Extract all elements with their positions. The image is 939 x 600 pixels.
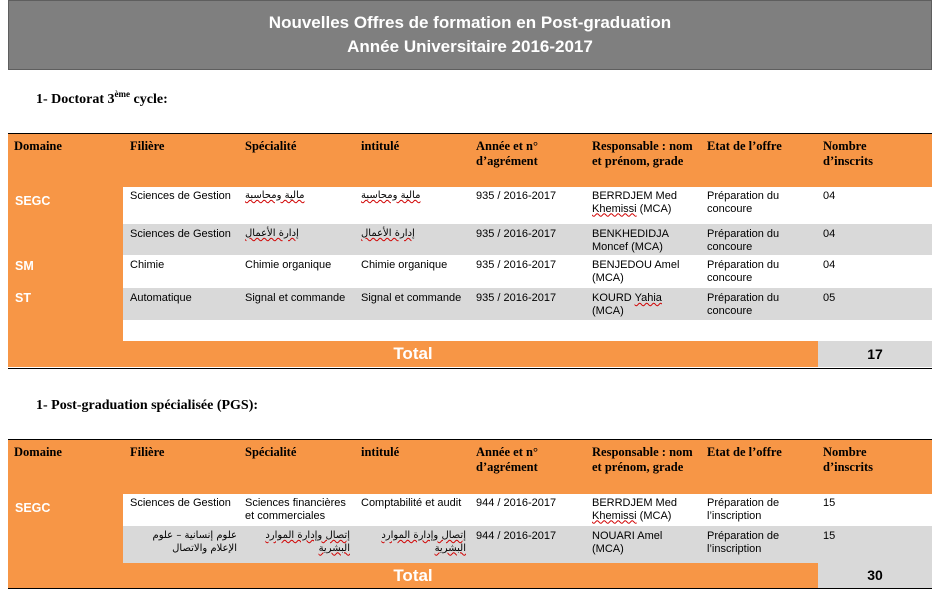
responsable-line2: (MCA) [592, 271, 624, 284]
cell-annee: 935 / 2016-2017 [476, 292, 557, 304]
cell-nombre: 04 [823, 259, 836, 271]
responsable-line1: BENKHEDIDJA [592, 228, 670, 240]
cell-intitule: إتصال وإدارة الموارد البشرية [381, 530, 466, 554]
cell-filiere: Chimie [130, 259, 165, 271]
cell-annee: 944 / 2016-2017 [476, 497, 557, 509]
cell-annee: 935 / 2016-2017 [476, 259, 557, 271]
domain-sm: SM [15, 259, 34, 273]
cell-nombre: 15 [823, 497, 836, 509]
table-row [123, 255, 932, 288]
responsable-line1: BERRDJEM Med [592, 497, 677, 509]
responsable-name-part: Khemissi [592, 509, 637, 522]
responsable-line2: (MCA) [592, 304, 624, 317]
total-label: Total [8, 341, 818, 367]
header-etat: Etat de l’offre [707, 445, 782, 459]
header-domaine: Domaine [14, 445, 62, 459]
header-intitule: intitulé [361, 139, 400, 153]
empty-row [123, 320, 932, 341]
section-doctorat-title-suffix: cycle: [130, 92, 168, 107]
table-header [8, 133, 932, 187]
responsable-line1-a: KOURD [592, 292, 635, 304]
cell-intitule: Signal et commande [361, 292, 462, 304]
cell-etat: Préparation du concoure [707, 292, 780, 317]
cell-responsable [592, 530, 662, 555]
cell-etat: Préparation du concoure [707, 259, 780, 284]
pgs-table [8, 439, 932, 589]
total-label: Total [8, 563, 818, 588]
section-doctorat-title-prefix: 1- Doctorat 3 [36, 92, 115, 107]
page-banner [8, 0, 932, 70]
cell-nombre: 15 [823, 530, 836, 542]
cell-filiere: Sciences de Gestion [130, 497, 231, 509]
doctorat-table [8, 133, 932, 369]
cell-nombre: 04 [823, 228, 836, 240]
cell-etat: Préparation de l’inscription [707, 530, 780, 555]
cell-specialite: إتصال وإدارة الموارد البشرية [265, 530, 350, 554]
total-value: 30 [818, 563, 932, 588]
cell-responsable [592, 292, 662, 317]
cell-responsable [592, 259, 679, 284]
cell-annee: 935 / 2016-2017 [476, 190, 557, 202]
responsable-line1: BENJEDOU Amel [592, 259, 680, 271]
responsable-line2: (MCA) [592, 542, 624, 555]
cell-specialite: Sciences financières et commerciales [245, 497, 346, 522]
cell-filiere: Automatique [130, 292, 192, 304]
cell-intitule: مالية ومحاسبة [361, 190, 421, 201]
table-row [123, 493, 932, 526]
cell-nombre: 05 [823, 292, 836, 304]
table-row [123, 224, 932, 255]
cell-etat: Préparation du concoure [707, 190, 780, 215]
cell-responsable [592, 190, 677, 215]
cell-intitule: Chimie organique [361, 259, 448, 271]
header-specialite: Spécialité [245, 139, 297, 153]
header-etat: Etat de l’offre [707, 139, 782, 153]
cell-intitule: Comptabilité et audit [361, 497, 462, 509]
cell-etat: Préparation de l’inscription [707, 497, 780, 522]
responsable-line1: BERRDJEM Med [592, 190, 677, 202]
domain-st: ST [15, 291, 31, 305]
header-domaine: Domaine [14, 139, 62, 153]
cell-filiere: علوم إنسانية – علوم الإعلام والاتصال [152, 530, 237, 554]
header-specialite: Spécialité [245, 445, 297, 459]
header-nombre: Nombre d’inscrits [823, 445, 873, 474]
cell-responsable [592, 497, 677, 522]
domain-segc: SEGC [15, 501, 51, 515]
responsable-line1-b: Yahia [634, 292, 662, 304]
banner-title: Nouvelles Offres de formation en Post-graduation [268, 13, 672, 32]
table-bottom-border [8, 368, 932, 369]
cell-annee: 944 / 2016-2017 [476, 530, 557, 542]
cell-specialite: إدارة الأعمال [245, 228, 299, 239]
header-responsable: Responsable : nom et prénom, grade [592, 139, 693, 168]
header-annee: Année et n° d’agrément [476, 445, 538, 474]
cell-nombre: 04 [823, 190, 836, 202]
header-nombre: Nombre d’inscrits [823, 139, 873, 168]
banner-subtitle: Année Universitaire 2016-2017 [347, 37, 593, 56]
cell-specialite: Signal et commande [245, 292, 346, 304]
cell-filiere: Sciences de Gestion [130, 190, 231, 202]
cell-responsable [592, 228, 669, 253]
header-filiere: Filière [130, 445, 165, 459]
domain-column [8, 493, 123, 563]
table-bottom-border [8, 588, 932, 589]
section-pgs-title: 1- Post-graduation spécialisée (PGS): [36, 398, 259, 413]
cell-filiere: Sciences de Gestion [130, 228, 231, 240]
table-row [123, 288, 932, 320]
table-header [8, 439, 932, 494]
domain-segc: SEGC [15, 194, 51, 208]
section-doctorat-title [36, 89, 168, 108]
responsable-line1: NOUARI Amel [592, 530, 663, 542]
responsable-name-part: Khemissi [592, 202, 637, 215]
section-doctorat-title-sup: ème [114, 89, 131, 99]
header-filiere: Filière [130, 139, 165, 153]
total-value: 17 [818, 341, 932, 367]
header-intitule: intitulé [361, 445, 400, 459]
cell-etat: Préparation du concoure [707, 228, 780, 253]
cell-specialite: Chimie organique [245, 259, 332, 271]
table-row [123, 186, 932, 224]
responsable-grade: (MCA) [636, 202, 672, 215]
domain-column [8, 186, 123, 341]
table-row [123, 526, 932, 563]
responsable-line2: Moncef (MCA) [592, 240, 663, 253]
cell-specialite: مالية ومحاسبة [245, 190, 305, 201]
cell-annee: 935 / 2016-2017 [476, 228, 557, 240]
header-annee: Année et n° d’agrément [476, 139, 538, 168]
cell-intitule: إدارة الأعمال [361, 228, 415, 239]
header-responsable: Responsable : nom et prénom, grade [592, 445, 693, 474]
responsable-grade: (MCA) [636, 509, 672, 522]
